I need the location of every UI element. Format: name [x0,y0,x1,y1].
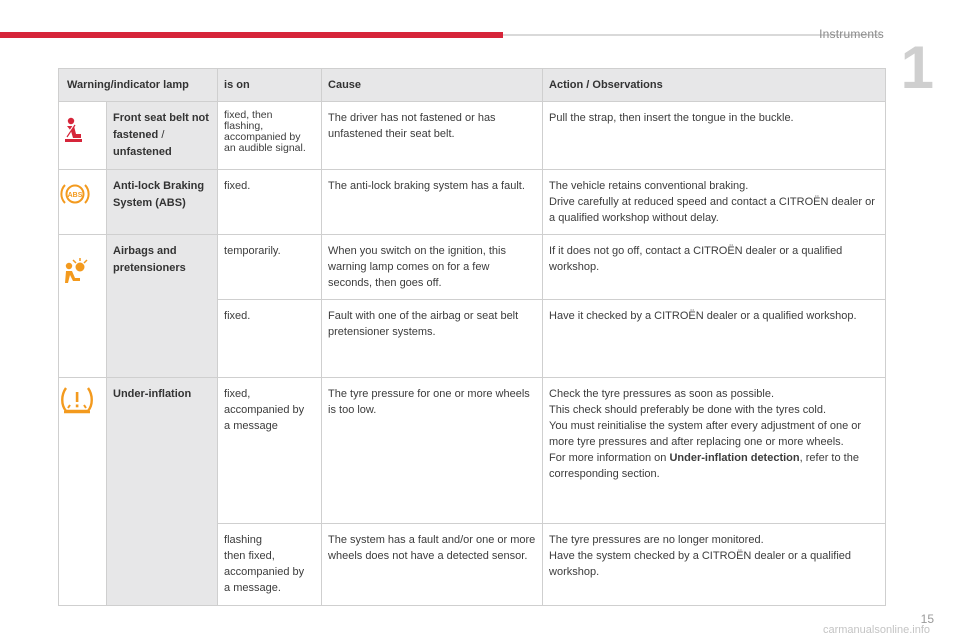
action-line: For more information on [549,452,670,464]
column-header-action: Action / Observations [543,69,886,102]
cause-cell: When you switch on the ignition, this warning lamp comes on for a few seconds, then goes off. [322,235,543,300]
state-line: accompanied by [224,566,305,578]
cause-cell: The system has a fault and/or one or more wheels does not have a detected sensor. [322,524,543,606]
action-line: Check the tyre pressures as soon as possible. [549,388,775,400]
tyre-pressure-icon [60,385,94,415]
lamp-name-abs: Anti-lock Braking System (ABS) [107,170,218,235]
table-row [59,102,886,170]
watermark: carmanualsonline.info [822,624,930,636]
state-line: accompanied by [224,404,305,416]
state-line: fixed, [224,388,251,400]
action-line: The vehicle retains conventional braking. [549,180,749,192]
state-line: accompanied by [224,131,301,143]
action-line: Drive carefully at reduced speed and contact a CITROËN dealer or a qualified workshop without delay. [549,196,875,224]
state-line: flashing, [224,120,264,132]
state-line: a message [224,420,278,432]
action-line: , refer to the corresponding section. [549,452,859,480]
state-line: then fixed, [224,550,275,562]
cross-reference-label: Under-inflation detection [669,452,800,464]
action-cell: Have it checked by a CITROËN dealer or a qualified workshop. [543,300,886,378]
cause-cell: The tyre pressure for one or more wheels is too low. [322,378,543,524]
lamp-name-airbags: Airbags and pretensioners [107,235,218,378]
warning-lamp-table [58,68,886,606]
table-header-row [59,69,886,102]
action-line: You must reinitialise the system after every adjustment of one or more tyre pressures and after replacing one or more wheels. [549,420,862,448]
header-red-bar [0,32,503,38]
action-cell [543,524,886,606]
page-number: 15 [920,612,934,626]
icon-cell [59,170,107,235]
action-line: This check should preferably be done with the tyres cold. [549,404,826,416]
cause-cell: Fault with one of the airbag or seat belt pretensioner systems. [322,300,543,378]
action-line: Have the system checked by a CITROËN dealer or a qualified workshop. [549,550,852,578]
action-cell: Pull the strap, then insert the tongue in the buckle. [543,102,886,170]
state-line: a message. [224,582,281,594]
lamp-name-under-inflation: Under-inflation [107,378,218,606]
table-row [59,170,886,235]
is-on-cell: fixed. [218,300,322,378]
lamp-name-text: Front seat belt not fastened [113,112,209,141]
airbag-icon [60,258,88,288]
state-line: an audible signal. [224,142,306,154]
lamp-name-separator: / [161,129,165,141]
lamp-name-text-2: unfastened [113,146,172,158]
seat-belt-icon [60,117,84,143]
svg-text:ABS: ABS [67,192,83,199]
chapter-number: 1 [900,34,934,101]
is-on-cell [218,102,322,170]
table-row [59,378,886,524]
column-header-is-on: is on [218,69,322,102]
is-on-cell [218,378,322,524]
is-on-cell: fixed. [218,170,322,235]
lamp-name-seat-belt [107,102,218,170]
state-line: fixed, then [224,109,273,121]
action-line: The tyre pressures are no longer monitored. [549,534,764,546]
abs-icon [60,181,90,207]
is-on-cell: temporarily. [218,235,322,300]
action-cell [543,170,886,235]
cause-cell: The driver has not fastened or has unfastened their seat belt. [322,102,543,170]
column-header-lamp: Warning/indicator lamp [59,69,218,102]
action-cell: If it does not go off, contact a CITROËN dealer or a qualified workshop. [543,235,886,300]
icon-cell [59,378,107,606]
cause-cell: The anti-lock braking system has a fault. [322,170,543,235]
icon-cell [59,235,107,378]
icon-cell [59,102,107,170]
action-cell [543,378,886,524]
column-header-cause: Cause [322,69,543,102]
state-line: flashing [224,534,262,546]
section-title: Instruments [819,27,884,41]
is-on-cell [218,524,322,606]
table-row [59,235,886,300]
